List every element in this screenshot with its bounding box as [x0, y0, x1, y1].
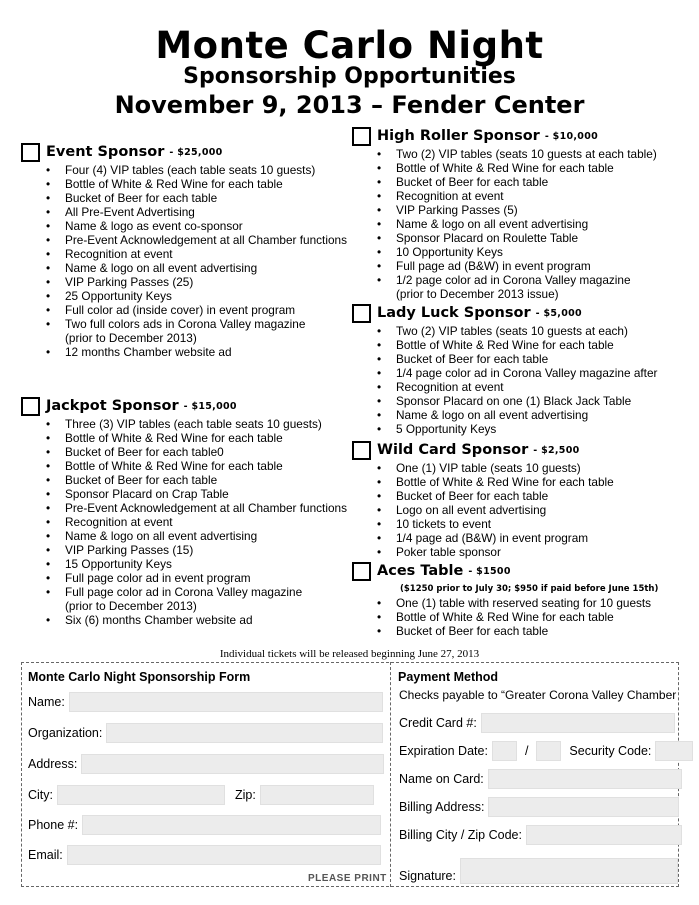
payment-title: Payment Method	[398, 670, 499, 684]
organization-field[interactable]	[106, 723, 383, 743]
organization-row	[28, 723, 383, 743]
billing-address-field[interactable]	[488, 797, 679, 817]
list-item: • Name & logo on all event advertising	[352, 217, 657, 231]
list-item: • Recognition at event	[352, 380, 657, 394]
list-item: • Four (4) VIP tables (each table seats 10 guests)	[21, 163, 347, 177]
email-field[interactable]	[67, 845, 381, 865]
address-row	[28, 754, 384, 774]
list-item: • Bucket of Beer for each table0	[21, 445, 347, 459]
list-item: • Sponsor Placard on one (1) Black Jack Table	[352, 394, 657, 408]
city-field[interactable]	[57, 785, 225, 805]
billing-city-zip-field[interactable]	[526, 825, 682, 845]
expiration-slash: /	[524, 744, 529, 758]
signature-field[interactable]	[460, 858, 678, 884]
email-row	[28, 845, 381, 865]
list-item: • Three (3) VIP tables (each table seats 10 guests)	[21, 417, 347, 431]
list-item: • 15 Opportunity Keys	[21, 557, 347, 571]
credit-card-label: Credit Card #:	[399, 716, 477, 730]
list-item: • Recognition at event	[21, 247, 347, 261]
list-item: • VIP Parking Passes (25)	[21, 275, 347, 289]
list-item: • Bottle of White & Red Wine for each table	[352, 475, 614, 489]
list-item: • Bucket of Beer for each table	[352, 624, 658, 638]
lady-luck-sponsor-checkbox[interactable]	[352, 304, 371, 323]
sponsor-name: Lady Luck Sponsor	[377, 305, 531, 321]
list-item: • VIP Parking Passes (5)	[352, 203, 657, 217]
name-field[interactable]	[69, 692, 383, 712]
sponsor-price: - $1500	[468, 565, 511, 577]
list-item: • 5 Opportunity Keys	[352, 422, 657, 436]
aces-table-section	[352, 560, 658, 638]
list-item: • Bucket of Beer for each table	[21, 473, 347, 487]
expiration-month-field[interactable]	[492, 741, 517, 761]
name-row	[28, 692, 383, 712]
list-item: • 25 Opportunity Keys	[21, 289, 347, 303]
list-item: • Two (2) VIP tables (seats 10 guests at each table)	[352, 147, 657, 161]
price-note: ($1250 prior to July 30; $950 if paid before June 15th)	[400, 584, 659, 594]
phone-label: Phone #:	[28, 818, 79, 832]
aces-table-checkbox[interactable]	[352, 562, 371, 581]
list-item: • Bottle of White & Red Wine for each table	[21, 177, 347, 191]
sponsor-name: Wild Card Sponsor	[377, 442, 529, 458]
list-item: • Full page ad (B&W) in event program	[352, 259, 657, 273]
billing-address-row	[399, 797, 679, 817]
list-item: • Six (6) months Chamber website ad	[21, 613, 347, 627]
list-item: • Bottle of White & Red Wine for each table	[352, 338, 657, 352]
list-item: • Bucket of Beer for each table	[352, 489, 614, 503]
billing-address-label: Billing Address:	[399, 800, 485, 814]
sponsor-price: - $15,000	[183, 400, 237, 412]
list-item: • 1/4 page color ad in Corona Valley magazine after	[352, 366, 657, 380]
list-item: • Recognition at event	[21, 515, 347, 529]
list-item: • Bottle of White & Red Wine for each table	[21, 431, 347, 445]
list-item-continuation: (prior to December 2013 issue)	[396, 287, 559, 301]
email-label: Email:	[28, 848, 63, 862]
credit-card-field[interactable]	[481, 713, 675, 733]
high-roller-sponsor-checkbox[interactable]	[352, 127, 371, 146]
wild-card-sponsor-section	[352, 439, 614, 559]
list-item: • Poker table sponsor	[352, 545, 614, 559]
sponsor-name: Jackpot Sponsor	[46, 398, 179, 414]
name-on-card-field[interactable]	[488, 769, 682, 789]
signature-row	[399, 858, 678, 884]
list-item: • 10 Opportunity Keys	[352, 245, 657, 259]
billing-city-zip-label: Billing City / Zip Code:	[399, 828, 522, 842]
high-roller-sponsor-section	[352, 125, 657, 301]
list-item-continuation: (prior to December 2013)	[65, 599, 197, 613]
list-item: • Recognition at event	[352, 189, 657, 203]
list-item: • Bucket of Beer for each table	[21, 191, 347, 205]
form-title: Monte Carlo Night Sponsorship Form	[28, 670, 251, 684]
list-item: • Logo on all event advertising	[352, 503, 614, 517]
list-item: • Sponsor Placard on Crap Table	[21, 487, 347, 501]
list-item: • Bucket of Beer for each table	[352, 352, 657, 366]
organization-label: Organization:	[28, 726, 103, 740]
list-item: • Name & logo on all event advertising	[352, 408, 657, 422]
sponsor-name: Aces Table	[377, 563, 464, 579]
phone-row	[28, 815, 381, 835]
list-item: • One (1) VIP table (seats 10 guests)	[352, 461, 614, 475]
billing-city-zip-row	[399, 825, 682, 845]
sponsor-price: - $25,000	[169, 146, 223, 158]
please-print-label: PLEASE PRINT	[308, 873, 387, 884]
sponsor-name: Event Sponsor	[46, 144, 165, 160]
list-item: • Two (2) VIP tables (seats 10 guests at each)	[352, 324, 657, 338]
list-item: • Full page color ad in event program	[21, 571, 347, 585]
name-on-card-row	[399, 769, 682, 789]
event-sponsor-checkbox[interactable]	[21, 143, 40, 162]
page-title: Monte Carlo Night	[155, 24, 544, 67]
security-code-field[interactable]	[655, 741, 693, 761]
list-item: • Bottle of White & Red Wine for each table	[352, 161, 657, 175]
jackpot-sponsor-checkbox[interactable]	[21, 397, 40, 416]
wild-card-sponsor-checkbox[interactable]	[352, 441, 371, 460]
list-item: • All Pre-Event Advertising	[21, 205, 347, 219]
city-zip-row	[28, 785, 374, 805]
sponsor-name: High Roller Sponsor	[377, 128, 540, 144]
form-divider	[390, 662, 391, 887]
checks-payable-text: Checks payable to “Greater Corona Valley Chamber	[399, 688, 677, 702]
list-item: • 1/2 page color ad in Corona Valley magazine	[352, 273, 657, 287]
page-subtitle: Sponsorship Opportunities	[183, 64, 516, 89]
list-item-continuation: (prior to December 2013)	[65, 331, 197, 345]
jackpot-sponsor-section	[21, 395, 347, 627]
list-item: • Name & logo as event co-sponsor	[21, 219, 347, 233]
list-item: • 12 months Chamber website ad	[21, 345, 347, 359]
list-item: • Full page color ad in Corona Valley magazine	[21, 585, 347, 599]
list-item: • Bottle of White & Red Wine for each table	[21, 459, 347, 473]
list-item: • Name & logo on all event advertising	[21, 529, 347, 543]
sponsor-price: - $10,000	[544, 130, 599, 142]
list-item: • Pre-Event Acknowledgement at all Chamber functions	[21, 233, 347, 247]
tickets-note: Individual tickets will be released beginning June 27, 2013	[219, 648, 480, 660]
event-date-line: November 9, 2013 – Fender Center	[114, 91, 585, 119]
list-item: • Bottle of White & Red Wine for each table	[352, 610, 658, 624]
list-item: • 1/4 page ad (B&W) in event program	[352, 531, 614, 545]
security-code-label: Security Code:	[569, 744, 652, 758]
list-item: • Pre-Event Acknowledgement at all Chamber functions	[21, 501, 347, 515]
list-item: • 10 tickets to event	[352, 517, 614, 531]
list-item: • One (1) table with reserved seating for 10 guests	[352, 596, 658, 610]
credit-card-row	[399, 713, 675, 733]
city-label: City:	[28, 788, 53, 802]
zip-label: Zip:	[235, 788, 256, 802]
signature-label: Signature:	[399, 869, 456, 883]
list-item: • Two full colors ads in Corona Valley magazine	[21, 317, 347, 331]
list-item: • Name & logo on all event advertising	[21, 261, 347, 275]
list-item: • Sponsor Placard on Roulette Table	[352, 231, 657, 245]
event-sponsor-section	[21, 141, 347, 359]
zip-field[interactable]	[260, 785, 374, 805]
expiration-row	[399, 741, 693, 761]
name-label: Name:	[28, 695, 65, 709]
phone-field[interactable]	[82, 815, 381, 835]
expiration-year-field[interactable]	[536, 741, 561, 761]
sponsor-price: - $2,500	[533, 444, 580, 456]
sponsor-price: - $5,000	[535, 307, 582, 319]
expiration-label: Expiration Date:	[399, 744, 488, 758]
list-item: • Bucket of Beer for each table	[352, 175, 657, 189]
name-on-card-label: Name on Card:	[399, 772, 484, 786]
list-item: • Full color ad (inside cover) in event program	[21, 303, 347, 317]
lady-luck-sponsor-section	[352, 302, 657, 436]
address-field[interactable]	[81, 754, 384, 774]
address-label: Address:	[28, 757, 78, 771]
list-item: • VIP Parking Passes (15)	[21, 543, 347, 557]
